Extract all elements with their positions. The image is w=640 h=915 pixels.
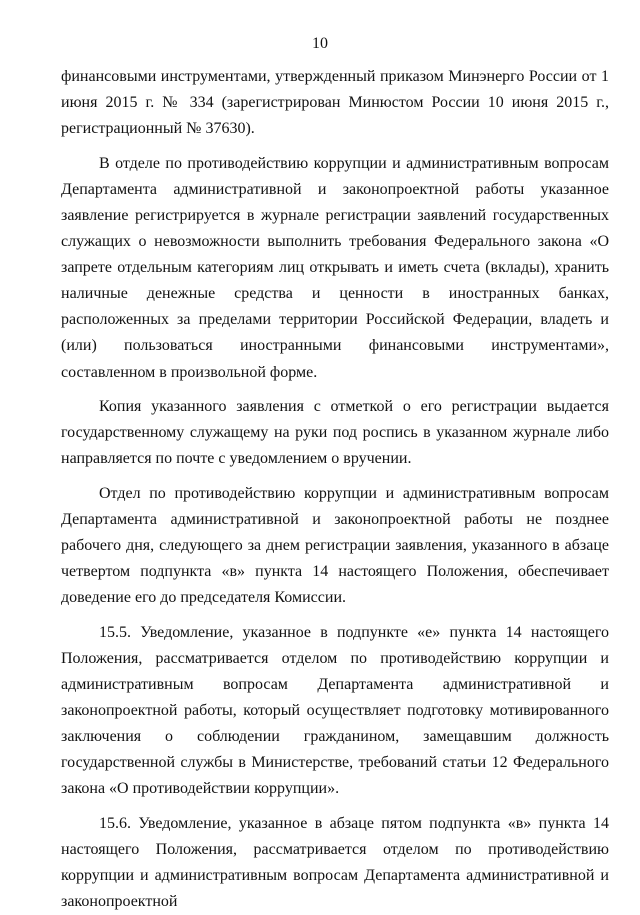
paragraph-clause-15-5: 15.5. Уведомление, указанное в подпункте «е» пункта 14 настоящего Положения, рассматривается отделом по противодействию коррупции и административным вопросам Департамента административной и законопроектной работы, который осуществляет подготовку мотивированного заключения о соблюдении гражданином, замещавшим должность государственной службы в Министерстве, требований статьи 12 Федерального закона «О противодействии коррупции». [61, 623, 609, 798]
paragraph-copy-of-statement: Копия указанного заявления с отметкой о его регистрации выдается государственному служащему на руки под роспись в указанном журнале либо направляется по почте с уведомлением о вручении. [61, 398, 609, 468]
paragraph-clause-15-6: 15.6. Уведомление, указанное в абзаце пятом подпункта «в» пункта 14 настоящего Положения, рассматривается отделом по противодействию коррупции и административным вопросам Департамента административной и законопроектной [61, 815, 609, 911]
paragraph-department-deadline: Отдел по противодействию коррупции и административным вопросам Департамента административной и законопроектной работы не позднее рабочего дня, следующего за днем регистрации заявления, указанного в абзаце четвертом подпункта «в» пункта 14 настоящего Положения, обеспечивает доведение его до председателя Комиссии. [61, 484, 609, 607]
paragraph-registration-department: В отделе по противодействию коррупции и административным вопросам Департамента административной и законопроектной работы указанное заявление регистрируется в журнале регистрации заявлений государственных служащих о невозможности выполнить требования Федерального закона «О запрете отдельным категориям лиц открывать и иметь счета (вклады), хранить наличные денежные средства и ценности в иностранных банках, расположенных за пределами территории Российской Федерации, владеть и (или) пользоваться иностранными финансовыми инструментами», составленном в произвольной форме. [61, 154, 609, 381]
document-body [61, 64, 609, 915]
paragraph-continuation: финансовыми инструментами, утвержденный приказом Минэнерго России от 1 июня 2015 г. № 334 (зарегистрирован Минюстом России 10 июня 2015 г., регистрационный № 37630). [61, 68, 609, 138]
page-number: 10 [312, 35, 328, 52]
